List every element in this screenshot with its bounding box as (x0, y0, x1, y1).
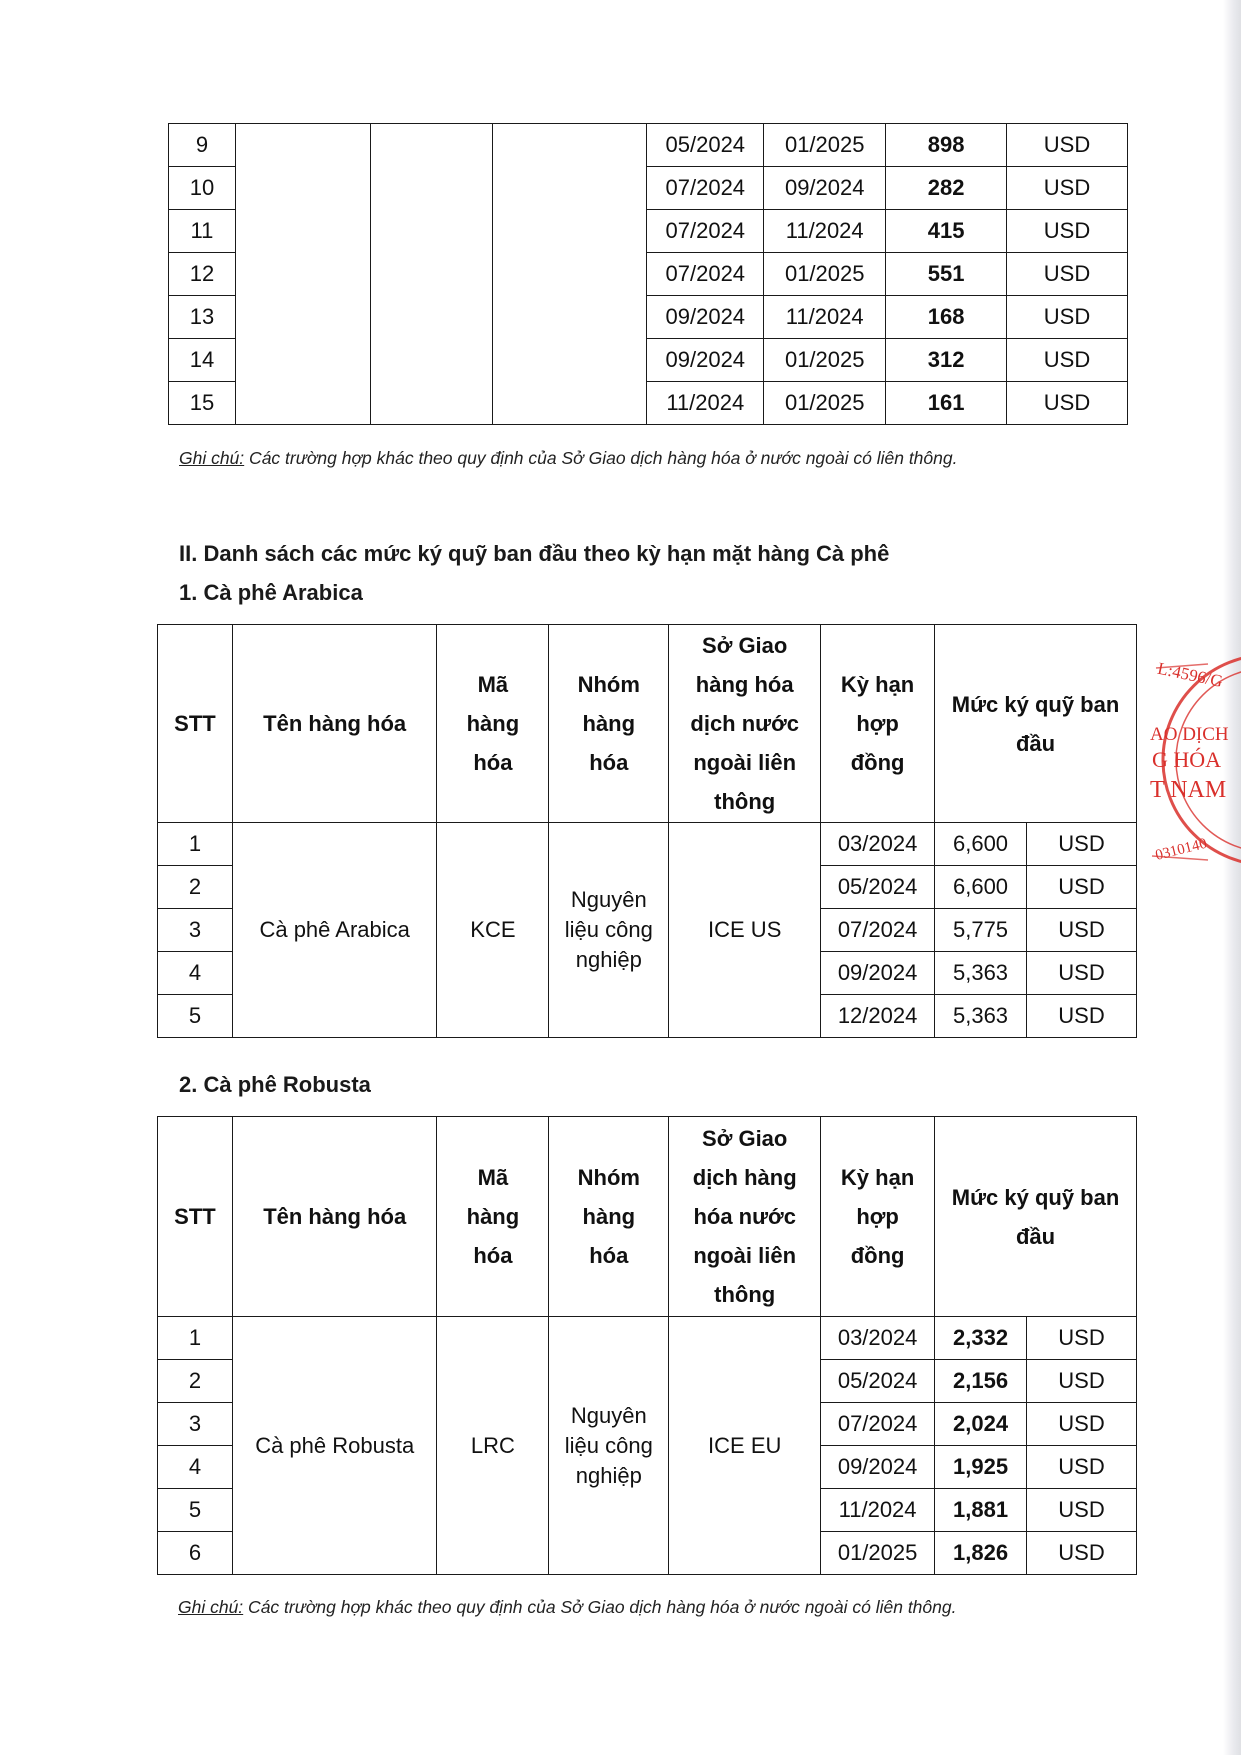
commodity-code-cell: KCE (437, 823, 549, 1038)
exchange-cell: ICE US (669, 823, 821, 1038)
seal-stamp-graphic (1148, 640, 1241, 880)
header-stt: STT (158, 1117, 233, 1317)
empty-group-cell (492, 124, 647, 425)
value-cell: 1,881 (935, 1489, 1027, 1532)
header-term: Kỳ hạn hợp đồng (821, 625, 935, 823)
stt-cell: 4 (158, 952, 233, 995)
seal-line-1: L:4596/G (1155, 658, 1225, 692)
note-2 (178, 1597, 956, 1618)
to-cell: 11/2024 (764, 210, 886, 253)
header-margin: Mức ký quỹ ban đầu (935, 625, 1137, 823)
to-cell: 01/2025 (764, 253, 886, 296)
currency-cell: USD (1027, 1532, 1137, 1575)
term-cell: 01/2025 (821, 1532, 935, 1575)
header-row (158, 625, 1137, 823)
stt-cell: 12 (169, 253, 236, 296)
header-name: Tên hàng hóa (232, 1117, 437, 1317)
stt-cell: 11 (169, 210, 236, 253)
robusta-subtitle: 2. Cà phê Robusta (179, 1072, 371, 1097)
note-label: Ghi chú: (179, 448, 245, 468)
seal-line-2: AO DỊCH (1150, 724, 1229, 745)
value-cell: 2,024 (935, 1403, 1027, 1446)
header-exchange: Sở Giao hàng hóa dịch nước ngoài liên thông (669, 625, 821, 823)
currency-cell: USD (1007, 167, 1128, 210)
stt-cell: 4 (158, 1446, 233, 1489)
value-cell: 168 (886, 296, 1007, 339)
header-code: Mã hàng hóa (437, 625, 549, 823)
to-cell: 01/2025 (764, 382, 886, 425)
value-cell: 1,925 (935, 1446, 1027, 1489)
header-name: Tên hàng hóa (232, 625, 437, 823)
from-cell: 07/2024 (647, 167, 764, 210)
value-cell: 161 (886, 382, 1007, 425)
currency-cell: USD (1027, 1489, 1137, 1532)
term-cell: 05/2024 (821, 1360, 935, 1403)
stt-cell: 1 (158, 1317, 233, 1360)
term-cell: 05/2024 (821, 866, 935, 909)
currency-cell: USD (1027, 1317, 1137, 1360)
seal-line-4: T NAM (1150, 777, 1227, 803)
from-cell: 07/2024 (647, 210, 764, 253)
stt-cell: 5 (158, 1489, 233, 1532)
value-cell: 898 (886, 124, 1007, 167)
stt-cell: 3 (158, 1403, 233, 1446)
stt-cell: 2 (158, 1360, 233, 1403)
stt-cell: 5 (158, 995, 233, 1038)
section-title: II. Danh sách các mức ký quỹ ban đầu theo kỳ hạn mặt hàng Cà phê (179, 541, 890, 566)
stt-cell: 13 (169, 296, 236, 339)
note-text: Các trường hợp khác theo quy định của Sở Giao dịch hàng hóa ở nước ngoài có liên thông. (244, 448, 958, 468)
term-cell: 09/2024 (821, 952, 935, 995)
seal-stamp (1148, 640, 1241, 880)
from-cell: 11/2024 (647, 382, 764, 425)
note-label: Ghi chú: (178, 1597, 244, 1617)
currency-cell: USD (1027, 823, 1137, 866)
stt-cell: 3 (158, 909, 233, 952)
arabica-table (157, 624, 1137, 1038)
from-cell: 05/2024 (647, 124, 764, 167)
term-cell: 07/2024 (821, 1403, 935, 1446)
to-cell: 01/2025 (764, 124, 886, 167)
table-row (169, 124, 1128, 167)
currency-cell: USD (1027, 995, 1137, 1038)
commodity-name-cell: Cà phê Robusta (232, 1317, 437, 1575)
value-cell: 312 (886, 339, 1007, 382)
commodity-group-cell: Nguyên liệu công nghiệp (549, 823, 669, 1038)
stt-cell: 9 (169, 124, 236, 167)
value-cell: 5,363 (935, 952, 1027, 995)
currency-cell: USD (1027, 1403, 1137, 1446)
value-cell: 415 (886, 210, 1007, 253)
term-cell: 09/2024 (821, 1446, 935, 1489)
header-code: Mã hàng hóa (437, 1117, 549, 1317)
term-cell: 03/2024 (821, 1317, 935, 1360)
currency-cell: USD (1007, 124, 1128, 167)
term-cell: 11/2024 (821, 1489, 935, 1532)
empty-code-cell (370, 124, 492, 425)
currency-cell: USD (1027, 1360, 1137, 1403)
term-cell: 07/2024 (821, 909, 935, 952)
to-cell: 11/2024 (764, 296, 886, 339)
value-cell: 2,156 (935, 1360, 1027, 1403)
note-1 (179, 448, 957, 469)
term-cell: 12/2024 (821, 995, 935, 1038)
header-group: Nhóm hàng hóa (549, 625, 669, 823)
header-term: Kỳ hạn hợp đồng (821, 1117, 935, 1317)
continuation-table (168, 123, 1128, 425)
header-stt: STT (158, 625, 233, 823)
arabica-subtitle: 1. Cà phê Arabica (179, 580, 363, 605)
stt-cell: 1 (158, 823, 233, 866)
value-cell: 5,363 (935, 995, 1027, 1038)
stt-cell: 2 (158, 866, 233, 909)
table-row (158, 1317, 1137, 1360)
commodity-name-cell: Cà phê Arabica (232, 823, 437, 1038)
currency-cell: USD (1007, 253, 1128, 296)
currency-cell: USD (1027, 866, 1137, 909)
stt-cell: 15 (169, 382, 236, 425)
currency-cell: USD (1027, 1446, 1137, 1489)
currency-cell: USD (1027, 952, 1137, 995)
commodity-group-cell: Nguyên liệu công nghiệp (549, 1317, 669, 1575)
value-cell: 6,600 (935, 823, 1027, 866)
header-row (158, 1117, 1137, 1317)
robusta-table (157, 1116, 1137, 1575)
header-group: Nhóm hàng hóa (549, 1117, 669, 1317)
from-cell: 07/2024 (647, 253, 764, 296)
value-cell: 2,332 (935, 1317, 1027, 1360)
currency-cell: USD (1027, 909, 1137, 952)
to-cell: 01/2025 (764, 339, 886, 382)
to-cell: 09/2024 (764, 167, 886, 210)
empty-name-cell (235, 124, 370, 425)
term-cell: 03/2024 (821, 823, 935, 866)
value-cell: 5,775 (935, 909, 1027, 952)
value-cell: 1,826 (935, 1532, 1027, 1575)
note-text: Các trường hợp khác theo quy định của Sở Giao dịch hàng hóa ở nước ngoài có liên thông. (243, 1597, 957, 1617)
currency-cell: USD (1007, 210, 1128, 253)
commodity-code-cell: LRC (437, 1317, 549, 1575)
stt-cell: 6 (158, 1532, 233, 1575)
from-cell: 09/2024 (647, 339, 764, 382)
currency-cell: USD (1007, 296, 1128, 339)
header-exchange: Sở Giao dịch hàng hóa nước ngoài liên thông (669, 1117, 821, 1317)
seal-line-5: 0310140 (1153, 835, 1209, 864)
from-cell: 09/2024 (647, 296, 764, 339)
exchange-cell: ICE EU (669, 1317, 821, 1575)
currency-cell: USD (1007, 382, 1128, 425)
table-row (158, 823, 1137, 866)
value-cell: 6,600 (935, 866, 1027, 909)
stt-cell: 14 (169, 339, 236, 382)
header-margin: Mức ký quỹ ban đầu (935, 1117, 1137, 1317)
value-cell: 551 (886, 253, 1007, 296)
seal-line-3: G HÓA (1152, 747, 1222, 772)
value-cell: 282 (886, 167, 1007, 210)
stt-cell: 10 (169, 167, 236, 210)
currency-cell: USD (1007, 339, 1128, 382)
